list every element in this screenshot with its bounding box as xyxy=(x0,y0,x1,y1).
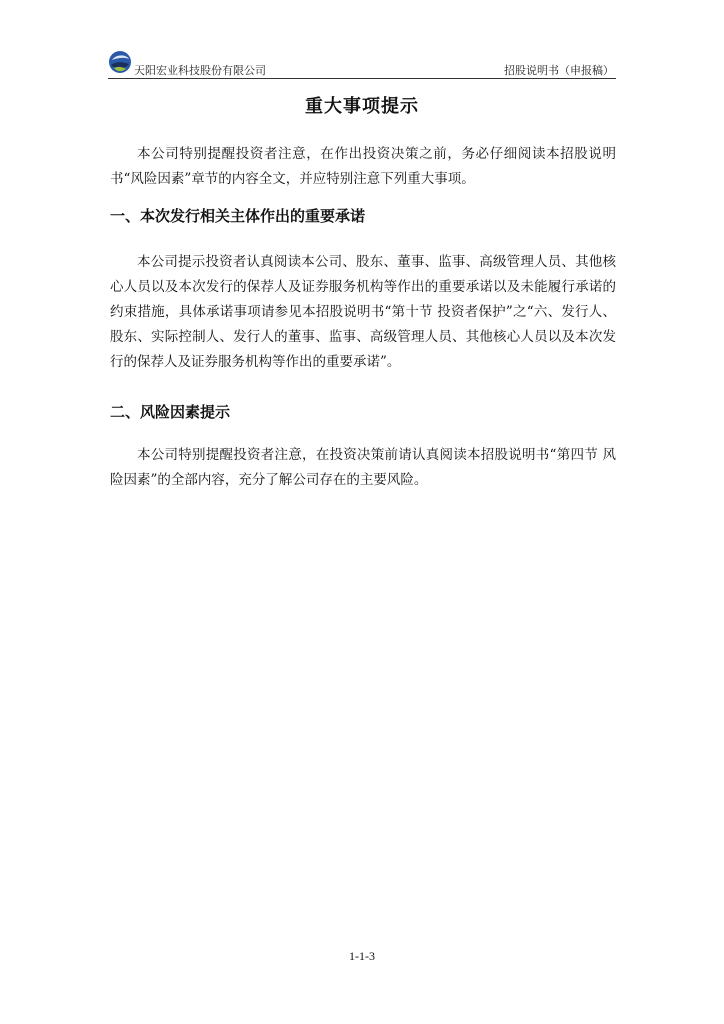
company-logo-icon xyxy=(108,50,132,74)
intro-paragraph: 本公司特别提醒投资者注意，在作出投资决策之前，务必仔细阅读本招股说明书“风险因素”章节的内容全文，并应特别注意下列重大事项。 xyxy=(110,146,616,187)
section-2-heading: 二、风险因素提示 xyxy=(110,403,231,421)
page-title: 重大事项提示 xyxy=(305,96,419,117)
page-number: 1-1-3 xyxy=(349,949,375,963)
document-tag: 招股说明书（申报稿） xyxy=(504,64,614,77)
page-header xyxy=(108,48,616,79)
company-name: 天阳宏业科技股份有限公司 xyxy=(134,64,266,77)
section-1-heading: 一、本次发行相关主体作出的重要承诺 xyxy=(110,207,366,225)
section-2-body: 本公司特别提醒投资者注意，在投资决策前请认真阅读本招股说明书“第四节 风险因素”的全部内容，充分了解公司存在的主要风险。 xyxy=(110,447,616,488)
section-1-body: 本公司提示投资者认真阅读本公司、股东、董事、监事、高级管理人员、其他核心人员以及本次发行的保荐人及证券服务机构等作出的重要承诺以及未能履行承诺的约束措施，具体承诺事项请参见本招股说明书“第十节 投资者保护”之“六、发行人、股东、实际控制人、发行人的董事、监事、高级管理人员、其他核心人员以及本次发行的保荐人及证券服务机构等作出的重要承诺”。 xyxy=(110,254,616,370)
